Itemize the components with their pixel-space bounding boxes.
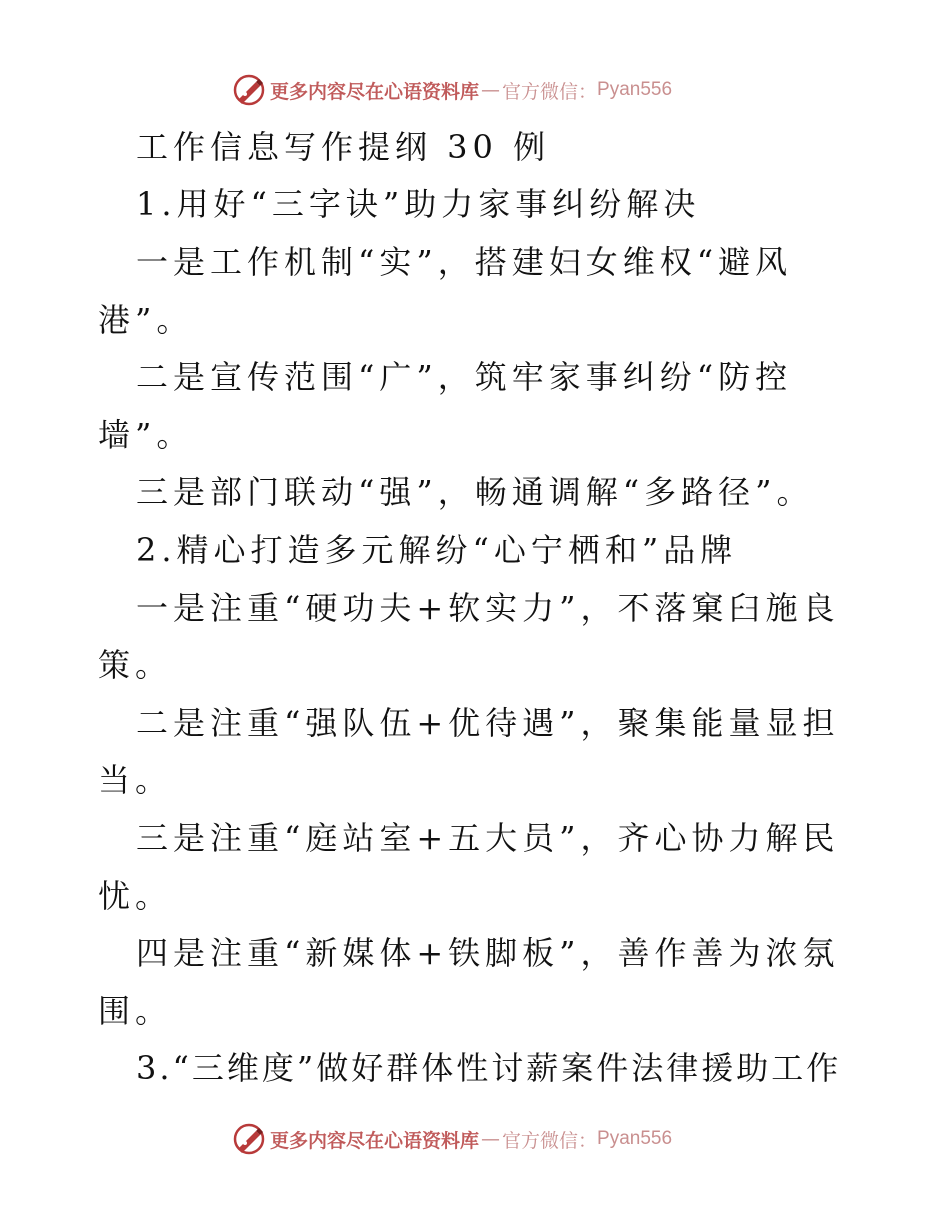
paragraph-line: 三是注重“庭站室+五大员”，齐心协力解民: [136, 819, 840, 857]
paragraph-line: 当。: [98, 761, 173, 799]
footer-watermark: [232, 1121, 732, 1157]
paragraph-line: 四是注重“新媒体+铁脚板”，善作善为浓氛: [136, 934, 840, 972]
paragraph-line: 忧。: [98, 877, 173, 915]
watermark-label: 官方微信：: [502, 1129, 598, 1152]
section-heading-2: 2.精心打造多元解纷“心宁栖和”品牌: [136, 531, 738, 569]
watermark-separator: —: [481, 79, 501, 101]
watermark-text: 更多内容尽在心语资料库: [270, 1129, 480, 1152]
paragraph-line: 一是工作机制“实”，搭建妇女维权“避风: [136, 243, 793, 281]
pen-logo-icon: [232, 73, 266, 107]
section-heading-3: 3.“三维度”做好群体性讨薪案件法律援助工作: [136, 1049, 842, 1087]
pen-logo-icon: [232, 1122, 266, 1156]
paragraph-line: 港”。: [98, 301, 194, 339]
watermark-text: 更多内容尽在心语资料库: [270, 80, 480, 103]
paragraph-line: 策。: [98, 646, 173, 684]
paragraph-line: 三是部门联动“强”，畅通调解“多路径”。: [136, 473, 814, 511]
paragraph-line: 围。: [98, 992, 173, 1030]
paragraph-line: 墙”。: [98, 416, 194, 454]
document-title: 工作信息写作提纲 30 例: [136, 128, 551, 166]
section-heading-1: 1.用好“三字诀”助力家事纠纷解决: [136, 185, 701, 223]
header-watermark: [232, 72, 732, 108]
watermark-label: 官方微信：: [502, 80, 598, 103]
watermark-id: Pyan556: [597, 1128, 673, 1149]
watermark-id: Pyan556: [597, 79, 673, 100]
watermark-separator: —: [481, 1128, 501, 1150]
paragraph-line: 二是宣传范围“广”，筑牢家事纠纷“防控: [136, 358, 793, 396]
paragraph-line: 二是注重“强队伍+优待遇”，聚集能量显担: [136, 704, 840, 742]
paragraph-line: 一是注重“硬功夫+软实力”，不落窠臼施良: [136, 589, 840, 627]
